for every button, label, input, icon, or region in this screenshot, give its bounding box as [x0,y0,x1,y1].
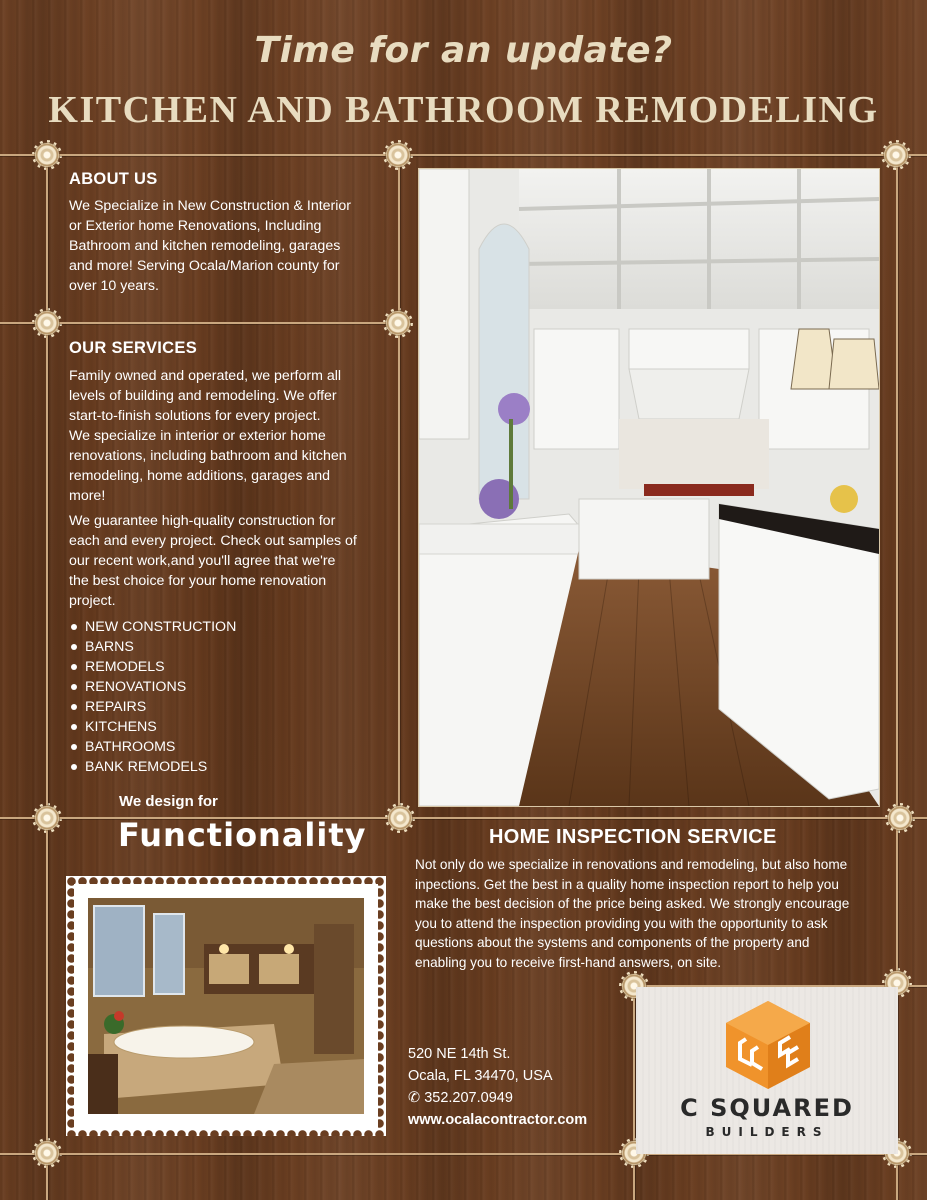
inspection-line: Not only do we specialize in renovations and remodeling, but also home [415,857,848,872]
inspection-heading: HOME INSPECTION SERVICE [489,826,777,848]
divider-top [0,154,927,156]
inspection-line: questions about the systems and components of the property and [415,935,810,950]
ornament-icon [35,806,59,830]
services-line: Family owned and operated, we perform all [69,368,342,384]
services-list [69,617,389,777]
services-line: We specialize in interior or exterior home [69,428,326,444]
stamp-inner [74,884,378,1128]
about-line: and more! Serving Ocala/Marion county for [69,258,340,274]
about-line: Bathroom and kitchen remodeling, garages [69,238,341,254]
services-line: renovations, including bathroom and kitchen [69,448,347,464]
about-line: over 10 years. [69,278,159,294]
about-text [69,196,394,296]
divider-center [398,154,400,818]
services-paragraph-2 [69,511,394,611]
inspection-text [415,855,885,972]
ornament-icon [35,1141,59,1165]
services-line: the best choice for your home renovation [69,573,327,589]
contact-street: 520 NE 14th St. [408,1046,511,1062]
about-line: or Exterior home Renovations, Including [69,218,322,234]
services-paragraph-1 [69,366,394,506]
list-item: BARNS [69,637,389,657]
services-line: start-to-finish solutions for every project. [69,408,321,424]
logo-box [636,987,898,1154]
c-squared-logo-icon [718,997,818,1093]
services-line: our recent work,and you'll agree that we're [69,553,336,569]
contact-phone[interactable]: 352.207.0949 [424,1090,513,1106]
services-line: We guarantee high-quality construction for [69,513,336,529]
contact-phone-row [408,1087,628,1109]
ornament-icon [35,143,59,167]
services-heading: OUR SERVICES [69,339,197,357]
logo-name: C SQUARED [680,1094,854,1122]
contact-block [408,1043,628,1131]
inspection-line: inpections. Get the best in a quality home inspection report to help you [415,876,839,892]
divider-about [0,322,400,324]
about-heading: ABOUT US [69,170,158,188]
phone-icon: ✆ [408,1090,421,1106]
bathroom-stamp-frame [66,876,386,1136]
inspection-line: you to attend the inspection providing you with the opportunity to ask [415,915,828,931]
kitchen-photo [418,168,880,807]
ornament-icon [888,806,912,830]
ornament-icon [35,311,59,335]
bathroom-image [74,884,378,1128]
inspection-line: make the best decision of the price being asked. We strongly encourage [415,896,850,911]
list-item: RENOVATIONS [69,677,389,697]
page-title: KITCHEN AND BATHROOM REMODELING [48,89,879,131]
list-item: BANK REMODELS [69,757,389,777]
list-item: BATHROOMS [69,737,389,757]
design-word: Functionality [118,816,367,854]
ornament-icon [386,311,410,335]
contact-city: Ocala, FL 34470, USA [408,1068,553,1084]
list-item: REPAIRS [69,697,389,717]
services-line: levels of building and remodeling. We offer [69,388,337,404]
kitchen-image [419,169,879,806]
services-line: remodeling, home additions, garages and [69,468,331,484]
list-item: REMODELS [69,657,389,677]
services-line: each and every project. Check out samples of [69,533,357,549]
logo-sub: BUILDERS [705,1125,829,1139]
ornament-icon [388,806,412,830]
list-item: KITCHENS [69,717,389,737]
services-line: project. [69,593,116,609]
tagline: Time for an update? [254,30,673,71]
divider-logo-left [633,985,635,1200]
services-line: more! [69,488,106,504]
inspection-line: enabling you to receive first-hand answers, on site. [415,954,722,970]
list-item: NEW CONSTRUCTION [69,617,389,637]
ornament-icon [386,143,410,167]
ornament-icon [884,143,908,167]
design-lead: We design for [119,793,218,810]
contact-website[interactable]: www.ocalacontractor.com [408,1112,588,1128]
about-line: We Specialize in New Construction & Interior [69,198,352,214]
